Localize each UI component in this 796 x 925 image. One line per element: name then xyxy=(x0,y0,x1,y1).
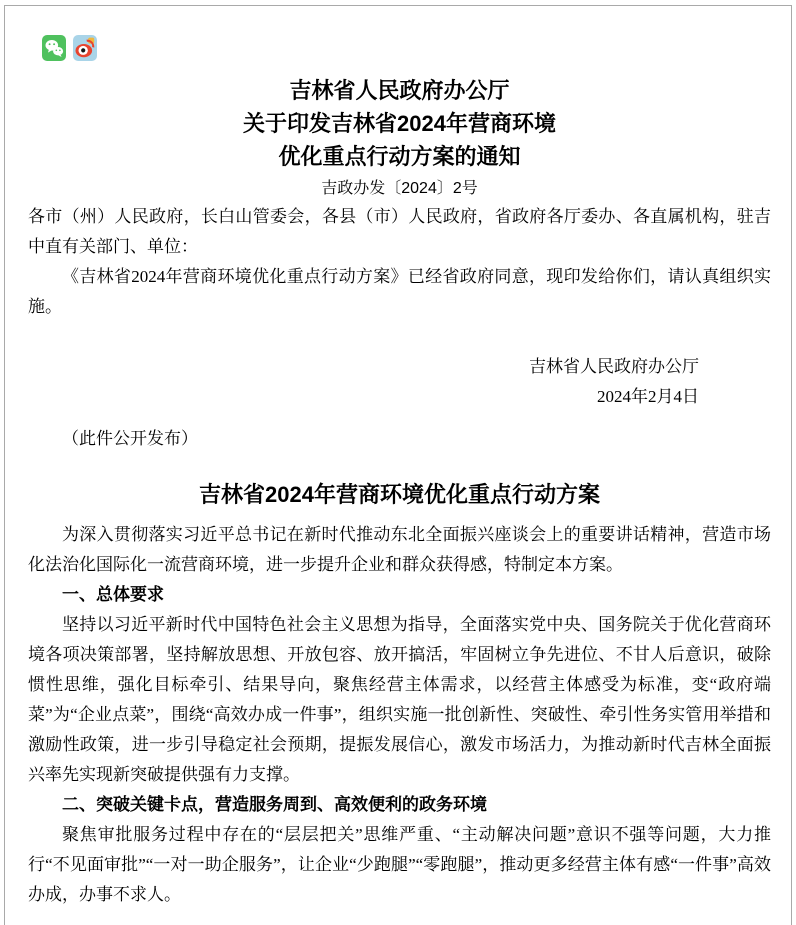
signature-date: 2024年2月4日 xyxy=(597,387,699,406)
plan-intro: 为深入贯彻落实习近平总书记在新时代推动东北全面振兴座谈会上的重要讲话精神，营造市场化法治化国际化一流营商环境，进一步提升企业和群众获得感，特制定本方案。 xyxy=(28,525,771,574)
weibo-icon[interactable] xyxy=(73,35,97,61)
section-heading-2: 二、突破关键卡点，营造服务周到、高效便利的政务环境 xyxy=(62,795,487,814)
plan-title: 吉林省2024年营商环境优化重点行动方案 xyxy=(199,482,600,507)
signature-block xyxy=(28,352,771,412)
notice-salutation: 各市（州）人民政府，长白山管委会，各县（市）人民政府，省政府各厅委办、各直属机构，驻吉中直有关部门、单位： xyxy=(28,207,771,256)
wechat-icon[interactable] xyxy=(42,35,66,61)
publish-note: （此件公开发布） xyxy=(62,429,198,448)
document-title-line-3: 优化重点行动方案的通知 xyxy=(278,144,521,169)
document-title-line-1: 吉林省人民政府办公厅 xyxy=(289,78,510,103)
notice-body: 《吉林省2024年营商环境优化重点行动方案》已经省政府同意，现印发给你们，请认真组织实施。 xyxy=(28,267,771,316)
share-icons-row xyxy=(42,35,771,61)
section-heading-1: 一、总体要求 xyxy=(62,585,164,604)
document-page xyxy=(4,5,792,925)
document-title xyxy=(28,74,771,173)
document-title-line-2: 关于印发吉林省2024年营商环境 xyxy=(243,111,556,136)
section-body-2: 聚焦审批服务过程中存在的“层层把关”思维严重、“主动解决问题”意识不强等问题，大力推行“不见面审批”“一对一助企服务”，让企业“少跑腿”“零跑腿”，推动更多经营主体有感“一件事”高效办成，办事不求人。 xyxy=(28,825,771,904)
section-body-1: 坚持以习近平新时代中国特色社会主义思想为指导，全面落实党中央、国务院关于优化营商环境各项决策部署，坚持解放思想、开放包容、放开搞活，牢固树立争先进位、不甘人后意识，破除惯性思维，强化目标牵引、结果导向，聚焦经营主体需求，以经营主体感受为标准，变“政府端菜”为“企业点菜”，围绕“高效办成一件事”，组织实施一批创新性、突破性、牵引性务实管用举措和激励性政策，进一步引导稳定社会预期，提振发展信心，激发市场活力，为推动新时代吉林全面振兴率先实现新突破提供强有力支撑。 xyxy=(28,615,771,784)
document-number: 吉政办发〔2024〕2号 xyxy=(321,180,478,197)
signature-office: 吉林省人民政府办公厅 xyxy=(529,357,699,376)
